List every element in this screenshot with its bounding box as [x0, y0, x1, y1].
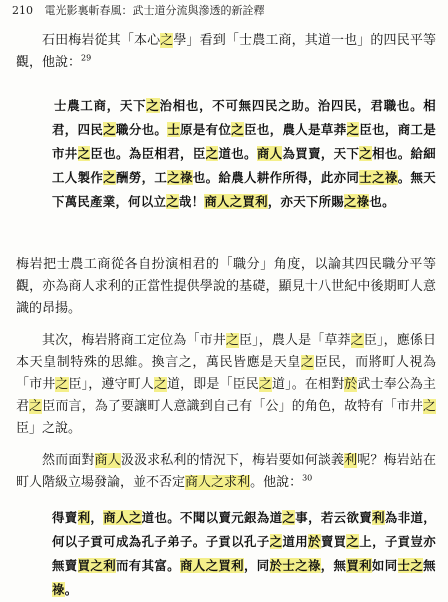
highlighted-term: 之: [90, 558, 104, 573]
text-run: ，: [90, 510, 104, 525]
highlighted-term: 於: [269, 558, 283, 573]
text-run: 臣」，應係日本天皇制特殊的思維。換言之，萬民皆應是天皇: [16, 333, 436, 370]
text-run: 臣而言，為了要讓町人意識到自己有「公」的角色，故特有「市井: [42, 399, 423, 414]
paragraph-second-point: [16, 330, 436, 440]
text-run: ，亦天下所賜: [267, 194, 344, 209]
highlighted-term: 之: [167, 170, 181, 185]
text-run: 道也。不聞以賣元銀為道: [141, 510, 283, 525]
text-run: 道用: [282, 534, 309, 549]
text-run: 治相也，不可無四民之助。治四民，君職也。相君，四民: [52, 98, 436, 137]
highlighted-term: 祿: [356, 194, 370, 209]
highlighted-term: 買: [242, 194, 256, 209]
text-run: 士農工商，天下: [54, 98, 147, 113]
highlighted-term: 商人: [179, 558, 206, 573]
text-run: 臣」，遵守町人: [68, 377, 154, 392]
highlighted-term: 之: [29, 399, 43, 414]
text-run: 無: [423, 558, 436, 573]
highlighted-term: 士: [359, 170, 373, 185]
running-header: [12, 4, 436, 18]
blockquote-shitoku: [52, 94, 436, 214]
running-title: 電光影裏斬春風：武士道分流與滲透的新詮釋: [44, 4, 265, 17]
highlighted-term: 之: [346, 122, 360, 137]
highlighted-term: 之: [258, 377, 272, 392]
text-run: 為非道，何以子貢可成為孔子弟子。子貢以孔子: [52, 510, 436, 549]
text-run: ，無: [320, 558, 347, 573]
highlighted-term: 求: [224, 475, 238, 490]
highlighted-term: 之: [372, 170, 385, 185]
highlighted-term: 商人: [256, 146, 283, 161]
text-run: 。他說：: [250, 475, 303, 490]
highlighted-term: 之: [350, 333, 364, 348]
text-run: 學」看到「士農工商，其道一也」的四民平等觀，他說：: [16, 33, 436, 70]
text-run: 道，即是「臣民: [166, 377, 259, 392]
highlighted-term: 之: [343, 194, 357, 209]
text-run: 得賣: [52, 510, 78, 525]
paragraph-commentary: [16, 254, 436, 320]
highlighted-term: 之: [103, 122, 117, 137]
paragraph-intro: [16, 30, 436, 74]
highlighted-term: 之: [103, 170, 117, 185]
highlighted-term: 之: [422, 399, 436, 414]
text-run: 臣」之說。: [16, 421, 82, 436]
text-run: 呢？梅岩站在町人階級立場發論，並不否定: [16, 453, 436, 490]
highlighted-term: 利: [103, 558, 116, 573]
highlighted-term: 之: [166, 194, 179, 209]
highlighted-term: 於: [308, 534, 321, 549]
highlighted-term: 之: [231, 122, 245, 137]
text-run: 臣也。為臣相君，臣: [90, 146, 206, 161]
highlighted-term: 祿: [180, 170, 193, 185]
text-run: 賣買: [320, 534, 347, 549]
text-run: 職分也。: [116, 122, 168, 137]
highlighted-term: 祿: [384, 170, 398, 185]
highlighted-term: 之: [146, 98, 160, 113]
highlighted-term: 之: [300, 355, 315, 370]
highlighted-term: 於: [344, 377, 358, 392]
highlighted-term: 利: [372, 510, 385, 525]
highlighted-term: 之: [205, 146, 219, 161]
highlighted-term: 之: [282, 510, 296, 525]
paragraph-profit-question: [16, 450, 436, 494]
blockquote-profit: [52, 506, 436, 602]
text-run: 事，若云欲賣: [295, 510, 373, 525]
highlighted-term: 之: [229, 194, 243, 209]
highlighted-term: 利: [231, 558, 244, 573]
text-run: 相也。給細工人製作: [52, 146, 436, 185]
text-run: 臣」，農人是「草莽: [238, 333, 351, 348]
text-run: 而有其富。: [115, 558, 180, 573]
text-run: 哉！: [178, 194, 205, 209]
text-run: 上，子貢豈亦無賣: [52, 534, 436, 573]
highlighted-term: 商人: [185, 475, 212, 490]
highlighted-term: 之: [346, 534, 360, 549]
highlighted-term: 士: [167, 122, 181, 137]
text-run: 也。: [369, 194, 395, 209]
highlighted-term: 之: [410, 558, 424, 573]
text-run: 也。給農人耕作所得，此亦同: [192, 170, 360, 185]
highlighted-term: 之: [295, 558, 308, 573]
text-run: 。無天下萬民產業，何以立: [52, 170, 436, 209]
highlighted-term: 之: [160, 33, 174, 48]
footnote-ref: 29: [81, 53, 92, 63]
text-run: 原是有位: [180, 122, 232, 137]
text-run: 道」。在相對: [271, 377, 345, 392]
highlighted-term: 利: [237, 475, 251, 490]
highlighted-term: 祿: [52, 582, 65, 597]
highlighted-term: 士: [397, 558, 411, 573]
highlighted-term: 利: [255, 194, 268, 209]
highlighted-term: 利: [344, 453, 358, 468]
text-run: 石田梅岩從其「本心: [42, 33, 161, 48]
highlighted-term: 之: [153, 377, 167, 392]
highlighted-term: 之: [128, 510, 142, 525]
highlighted-term: 之: [55, 377, 69, 392]
highlighted-term: 利: [77, 510, 91, 525]
text-run: 然而面對: [42, 453, 95, 468]
text-run: ，同: [243, 558, 270, 573]
footnote-ref: 30: [302, 473, 313, 483]
text-run: 梅岩把士農工商從各自扮演相君的「職分」角度，以論其四民職分平等觀，亦為商人求利的正當性提供學說的基礎，顯見十八世紀中後期町人意識的昂揚。: [16, 257, 436, 316]
highlighted-term: 祿: [307, 558, 321, 573]
text-run: 如同: [371, 558, 398, 573]
highlighted-term: 之: [269, 534, 283, 549]
text-run: 。: [64, 582, 78, 597]
text-run: 臣也，商工是市井: [52, 122, 437, 161]
text-run: 為買賣，天下: [282, 146, 360, 161]
highlighted-term: 之: [225, 333, 239, 348]
highlighted-term: 買: [346, 558, 360, 573]
highlighted-term: 商人: [94, 453, 121, 468]
page-number: 210: [12, 4, 33, 17]
text-run: 武士奉公為主君: [16, 377, 436, 414]
highlighted-term: 買: [218, 558, 232, 573]
text-run: 臣民，而將町人視為「市井: [16, 355, 436, 392]
highlighted-term: 商人: [103, 510, 129, 525]
highlighted-term: 之: [359, 146, 373, 161]
highlighted-term: 利: [359, 558, 372, 573]
highlighted-term: 商人: [204, 194, 230, 209]
highlighted-term: 士: [282, 558, 296, 573]
text-run: 道也。: [218, 146, 257, 161]
highlighted-term: 買: [77, 558, 91, 573]
text-run: 汲汲求私利的情況下，梅岩要如何談義: [120, 453, 345, 468]
text-run: 酬勞，工: [116, 170, 168, 185]
highlighted-term: 之: [77, 146, 91, 161]
highlighted-term: 之: [205, 558, 219, 573]
highlighted-term: 之: [211, 475, 225, 490]
text-run: 臣也，農人是草莽: [244, 122, 347, 137]
text-run: 其次，梅岩將商工定位為「市井: [42, 333, 226, 348]
